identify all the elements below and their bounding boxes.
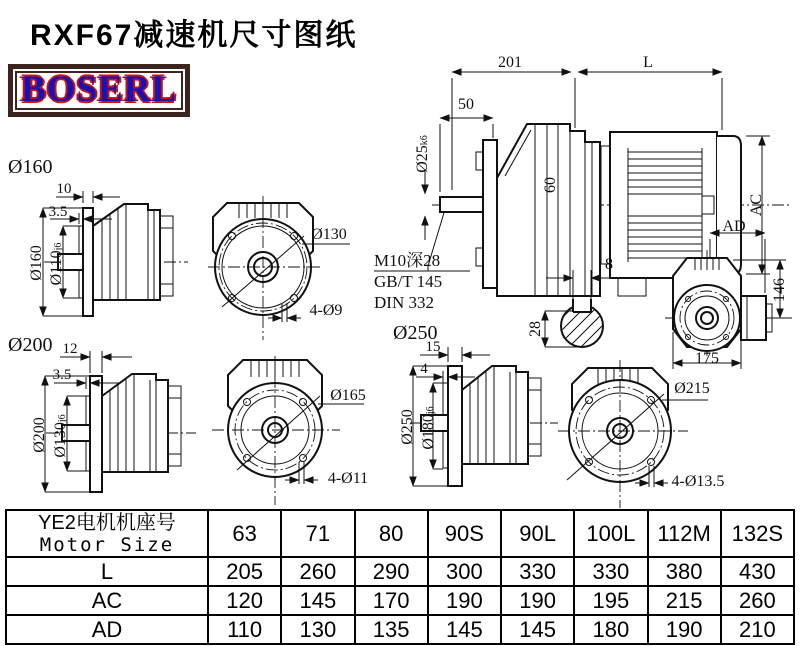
cell-ac-63: 120 [208,586,281,615]
brand-logo-text: BOSERL [21,69,178,110]
row-label-l: L [6,557,208,586]
table-header-motor-size [6,510,208,557]
cell-l-132s: 430 [721,557,794,586]
cell-l-71: 260 [281,557,354,586]
cell-ac-100l: 195 [574,586,647,615]
holes-4x11-label: 4-Ø11 [327,470,369,487]
bolt-circle-215-label: Ø215 [674,380,710,397]
holes-4x9-label: 4-Ø9 [309,302,343,319]
cell-ac-132s: 260 [721,586,794,615]
dim-12-label: 12 [62,341,78,357]
table-row-l [6,557,794,586]
col-header-63: 63 [208,510,281,557]
cell-ad-100l: 180 [574,615,647,644]
bolt-circle-165-label: Ø165 [330,387,366,404]
dim-175-label: 175 [695,350,719,367]
cell-ad-80: 135 [355,615,428,644]
col-header-71: 71 [281,510,354,557]
key-height-28-label: 28 [527,321,544,337]
dim-3-5-label: 3.5 [48,204,68,220]
dim-60-label: 60 [542,177,559,193]
motor-size-table [5,509,795,643]
gb-standard-line: GB/T 145 [374,272,443,291]
dim-spigot-110-label: Ø110j6 [48,242,65,286]
dim-outer-250-label: Ø250 [399,409,416,445]
cell-l-63: 205 [208,557,281,586]
tapped-hole-note [374,250,442,313]
cell-ad-90l: 145 [501,615,574,644]
col-header-112m: 112M [648,510,721,557]
cell-ac-90s: 190 [428,586,501,615]
cell-ad-112m: 190 [648,615,721,644]
col-header-90s: 90S [428,510,501,557]
cell-ac-71: 145 [281,586,354,615]
flange-200-label: Ø200 [8,334,53,356]
dim-spigot-130-label: Ø130j6 [52,414,69,458]
dim-ac-label: AC [748,193,765,217]
flange-160-label: Ø160 [8,156,53,178]
dim-outer-200-label: Ø200 [31,417,48,453]
cell-l-80: 290 [355,557,428,586]
row-label-ad: AD [6,615,208,644]
dim-10-label: 10 [56,181,72,197]
dim-motor-length-label: L [643,54,653,71]
col-header-80: 80 [355,510,428,557]
cell-ad-71: 130 [281,615,354,644]
cell-ac-90l: 190 [501,586,574,615]
dim-15-label: 15 [425,339,441,355]
tap-note-line: M10深28 [374,251,441,270]
table-row-ac [6,586,794,615]
holes-4x13-5-label: 4-Ø13.5 [671,473,725,490]
cell-ad-132s: 210 [721,615,794,644]
col-header-90l: 90L [501,510,574,557]
table-row-ad [6,615,794,644]
dim-spigot-180-label: Ø180j6 [420,406,437,450]
col-header-132s: 132S [721,510,794,557]
cell-l-112m: 380 [648,557,721,586]
key-width-8-label: 8 [605,256,613,273]
cell-l-90s: 300 [428,557,501,586]
dim-50-label: 50 [458,96,474,113]
dim-146-label: 146 [771,278,788,302]
bolt-circle-130-label: Ø130 [311,226,347,243]
dim-outer-160-label: Ø160 [28,245,45,281]
page-title: RXF67减速机尺寸图纸 [30,19,358,52]
dim-shaft-diameter-label: Ø25k6 [414,135,431,173]
table-header-en: Motor Size [39,533,175,556]
cell-l-90l: 330 [501,557,574,586]
cell-ac-80: 170 [355,586,428,615]
flange-250-label: Ø250 [393,322,438,344]
cell-ad-63: 110 [208,615,281,644]
dim-4-label: 4 [420,361,428,377]
dim-201-label: 201 [498,54,522,71]
cell-l-100l: 330 [574,557,647,586]
row-label-ac: AC [6,586,208,615]
col-header-100l: 100L [574,510,647,557]
din-standard-line: DIN 332 [374,293,434,312]
table-header-cn: YE2电机机座号 [38,511,176,534]
dim-3-5-b-label: 3.5 [52,367,72,383]
dim-ad-label: AD [722,218,746,235]
cell-ad-90s: 145 [428,615,501,644]
cell-ac-112m: 215 [648,586,721,615]
